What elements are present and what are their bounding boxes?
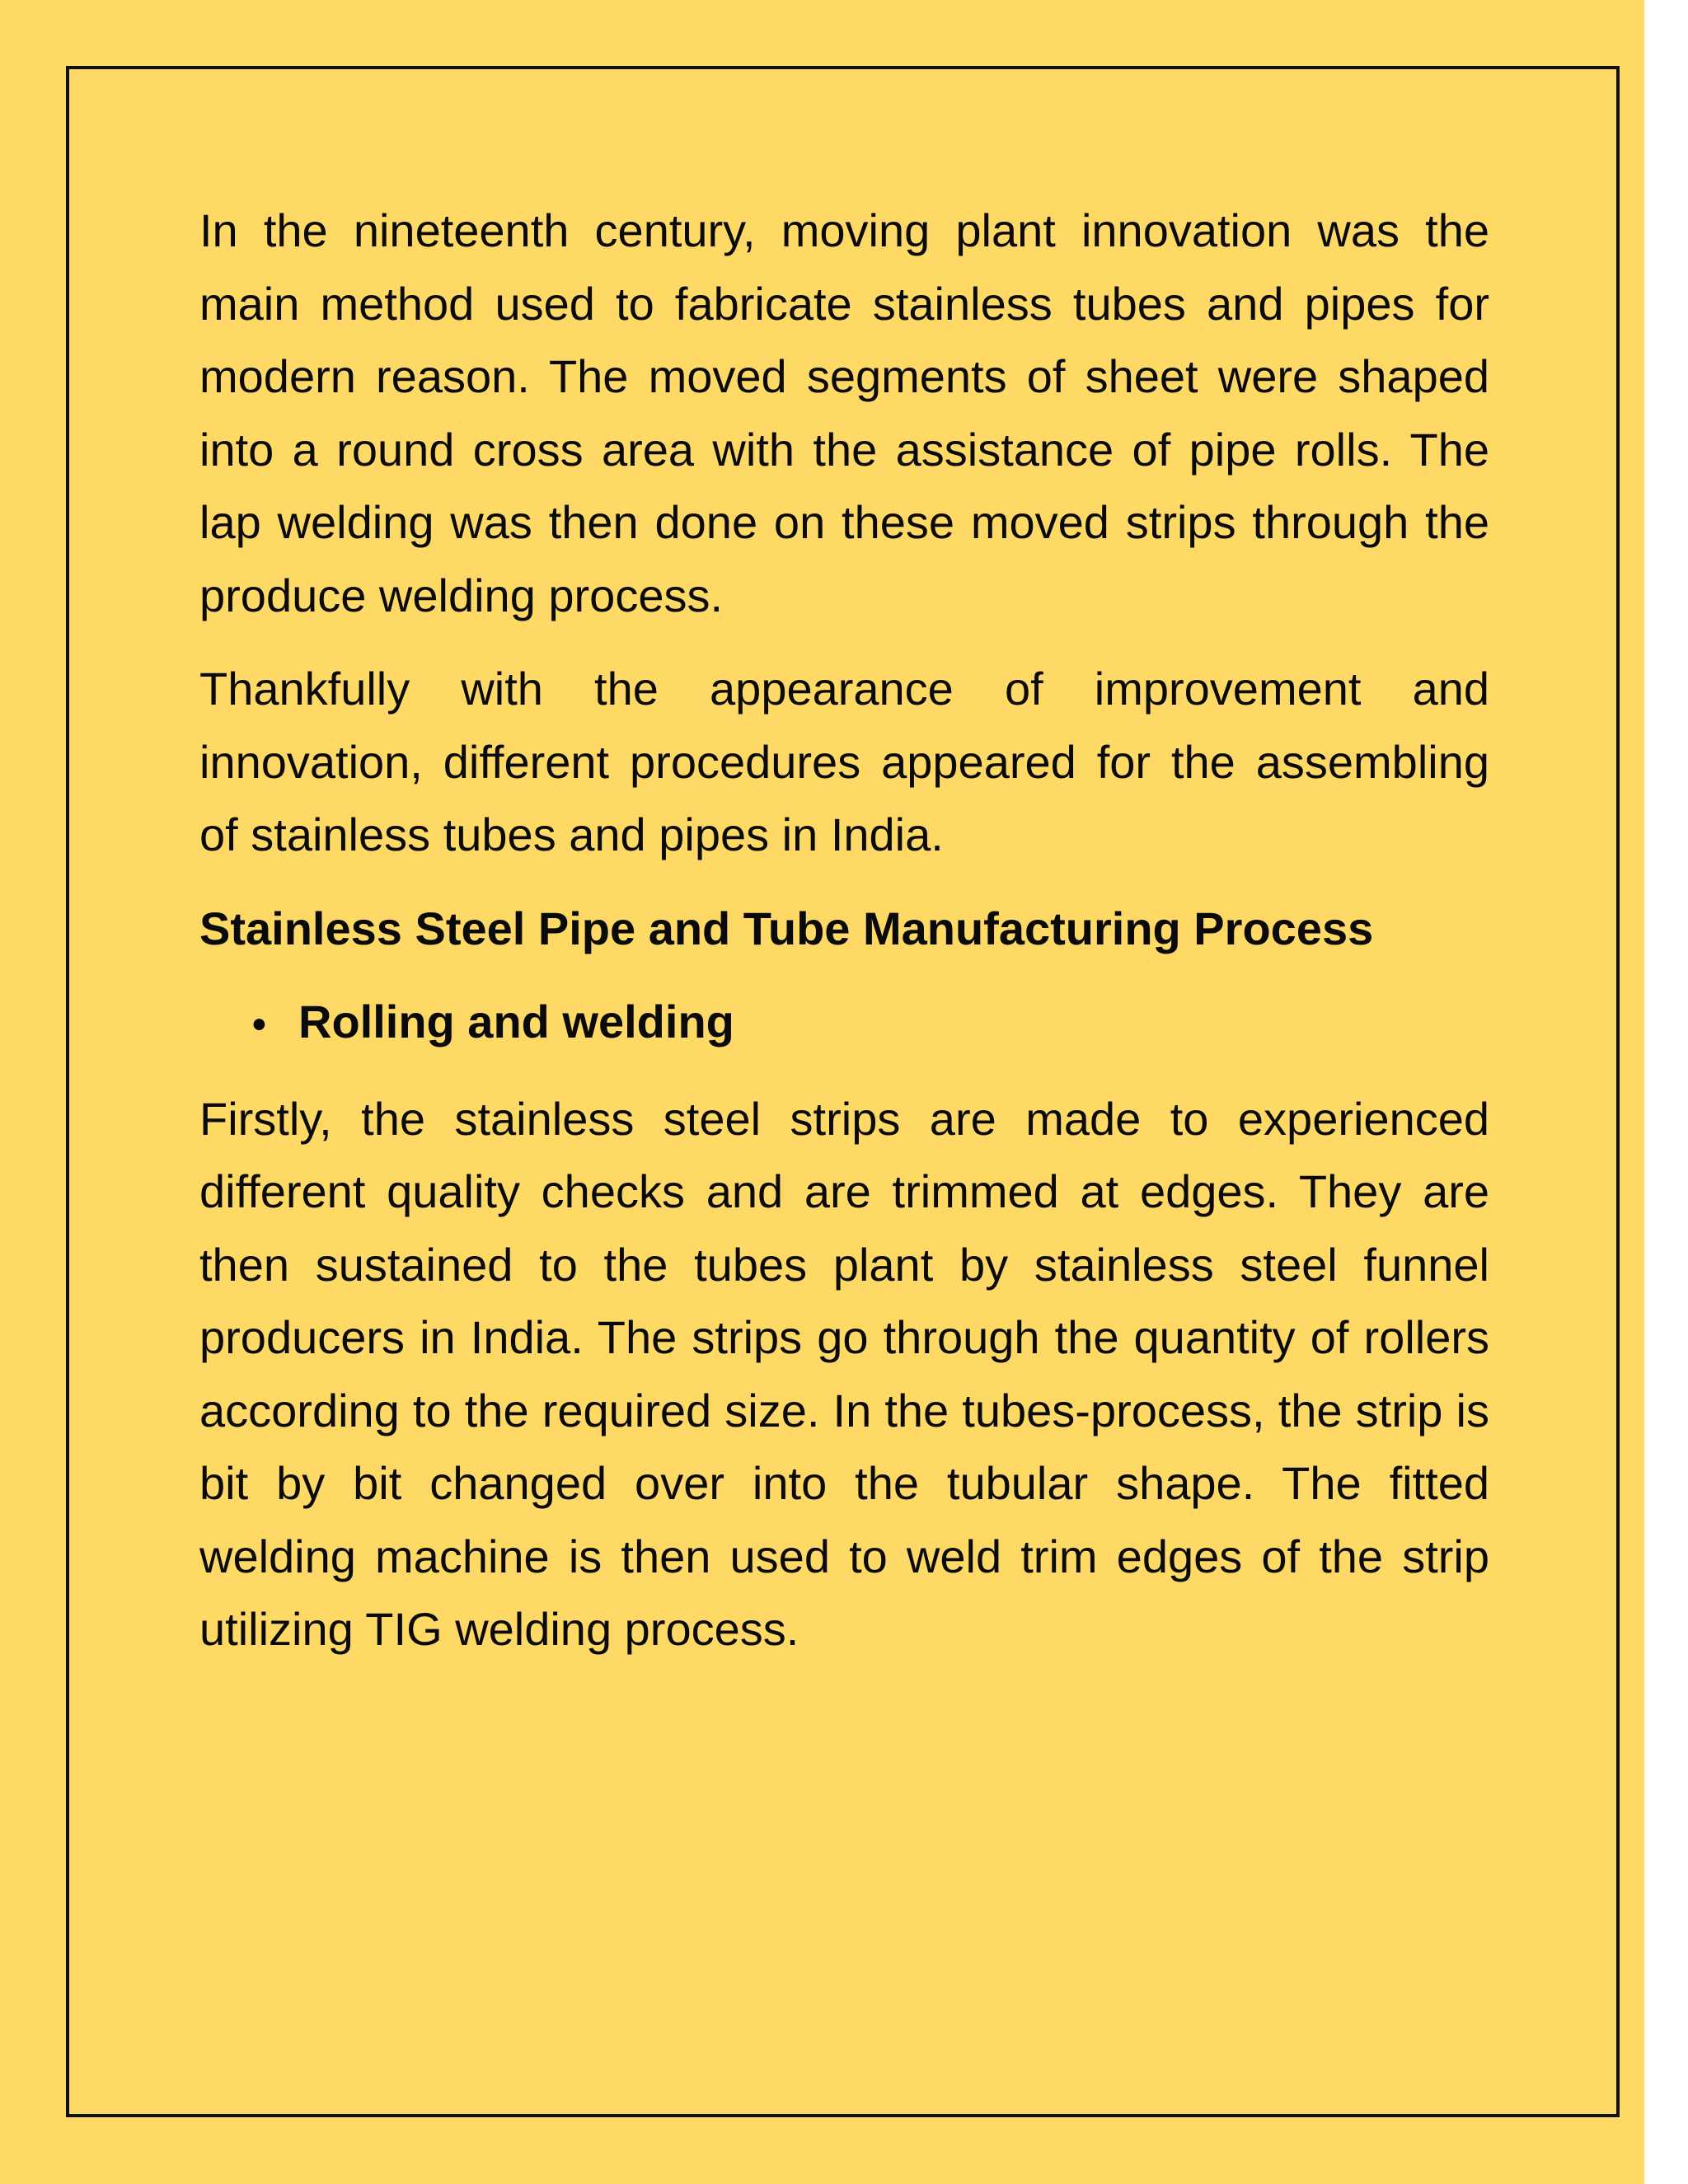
bullet-icon: •	[252, 1003, 266, 1047]
intro-paragraph: Thankfully with the appearance of improvement and innovation, different procedures appeared for the assembling of stainless tubes and pipes in India.	[199, 663, 1489, 860]
document-content	[199, 194, 1489, 1687]
section-heading: Stainless Steel Pipe and Tube Manufacturing Process	[199, 902, 1374, 954]
intro-paragraph: In the nineteenth century, moving plant innovation was the main method used to fabricate stainless tubes and pipes for modern reason. The moved segments of sheet were shaped into a round cross area with the assistance of pipe rolls. The lap welding was then done on these moved strips through the produce welding process.	[199, 204, 1489, 621]
bullet-label: Rolling and welding	[298, 996, 734, 1047]
bullet-list-item	[199, 986, 1489, 1062]
body-paragraph: Firstly, the stainless steel strips are made to experienced different quality checks and are trimmed at edges. They are then sustained to the tubes plant by stainless steel funnel producers in India. The strips go through the quantity of rollers according to the required size. In the tubes-process, the strip is bit by bit changed over into the tubular shape. The fitted welding machine is then used to weld trim edges of the strip utilizing TIG welding process.	[199, 1092, 1489, 1655]
